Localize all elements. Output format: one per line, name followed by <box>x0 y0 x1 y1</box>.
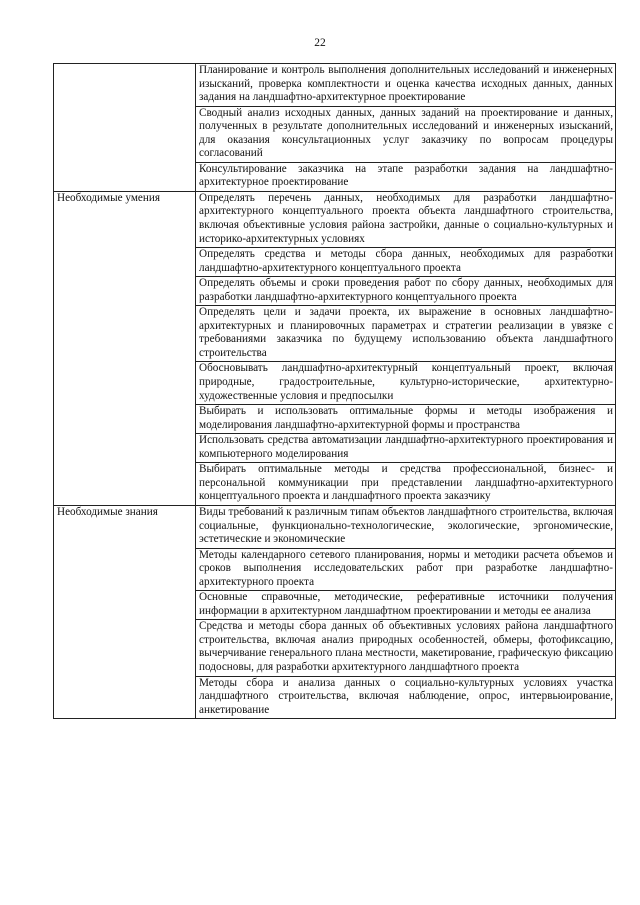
requirement-text: Виды требований к различным типам объектов ландшафтного строительства, включая социальные, функционально-технологические, экологические, эргономические, эстетические и экономические <box>196 505 616 548</box>
requirement-text: Консультирование заказчика на этапе разработки задания на ландшафтно-архитектурное проектирование <box>196 162 616 191</box>
page-number: 22 <box>314 37 326 49</box>
requirement-text: Выбирать и использовать оптимальные формы и методы изображения и моделирования ландшафтно-архитектурной формы и пространства <box>196 405 616 434</box>
section-label <box>54 64 196 192</box>
requirement-text: Планирование и контроль выполнения дополнительных исследований и инженерных изысканий, проверка комплектности и оценка качества исходных данных, данных задания на ландшафтно-архитектурное проектирование <box>196 64 616 107</box>
requirement-text: Определять цели и задачи проекта, их выражение в основных ландшафтно-архитектурных и планировочных параметрах и стратегии реализации в увязке с требованиями заказчика по будущему использованию объекта ландшафтного строительства <box>196 306 616 362</box>
table-row <box>54 191 616 247</box>
requirement-text: Методы календарного сетевого планирования, нормы и методики расчета объемов и сроков выполнения исследовательских работ при разработке ландшафтно-архитектурного проекта <box>196 548 616 591</box>
section-label: Необходимые умения <box>54 191 196 505</box>
requirement-text: Выбирать оптимальные методы и средства профессиональной, бизнес- и персональной коммуникации при представлении ландшафтно-архитектурного концептуального проекта и ландшафтного проекта заказчику <box>196 463 616 506</box>
requirement-text: Сводный анализ исходных данных, данных заданий на проектирование и данных, полученных в результате дополнительных исследований и инженерных изысканий, для оказания консультационных услуг заказчику по вопросам процедуры согласований <box>196 106 616 162</box>
requirement-text: Средства и методы сбора данных об объективных условиях района ландшафтного строительства, включая анализ природных особенностей, обмеры, фотофиксацию, вычерчивание генерального плана местности, макетирование, графическую фиксацию подосновы, для разработки архитектурного ландшафтного проекта <box>196 620 616 676</box>
requirement-text: Определять объемы и сроки проведения работ по сбору данных, необходимых для разработки ландшафтно-архитектурного концептуального проекта <box>196 277 616 306</box>
table-row <box>54 64 616 107</box>
requirement-text: Определять средства и методы сбора данных, необходимых для разработки ландшафтно-архитектурного концептуального проекта <box>196 248 616 277</box>
requirement-text: Основные справочные, методические, реферативные источники получения информации в архитектурном ландшафтном проектировании и методы ее анализа <box>196 591 616 620</box>
requirements-table-body <box>54 64 616 719</box>
table-row <box>54 505 616 548</box>
requirement-text: Обосновывать ландшафтно-архитектурный концептуальный проект, включая природные, градостроительные, культурно-исторические, архитектурно-художественные условия и предпосылки <box>196 362 616 405</box>
section-label: Необходимые знания <box>54 505 196 718</box>
requirement-text: Использовать средства автоматизации ландшафтно-архитектурного проектирования и компьютерного моделирования <box>196 434 616 463</box>
requirements-table <box>53 63 616 719</box>
requirement-text: Определять перечень данных, необходимых для разработки ландшафтно-архитектурного концептуального проекта объекта ландшафтного строительства, включая объективные условия района застройки, данные о социально-культурных и историко-архитектурных условиях <box>196 191 616 247</box>
requirement-text: Методы сбора и анализа данных о социально-культурных условиях участка ландшафтного строительства, включая наблюдение, опрос, интервьюирование, анкетирование <box>196 676 616 719</box>
